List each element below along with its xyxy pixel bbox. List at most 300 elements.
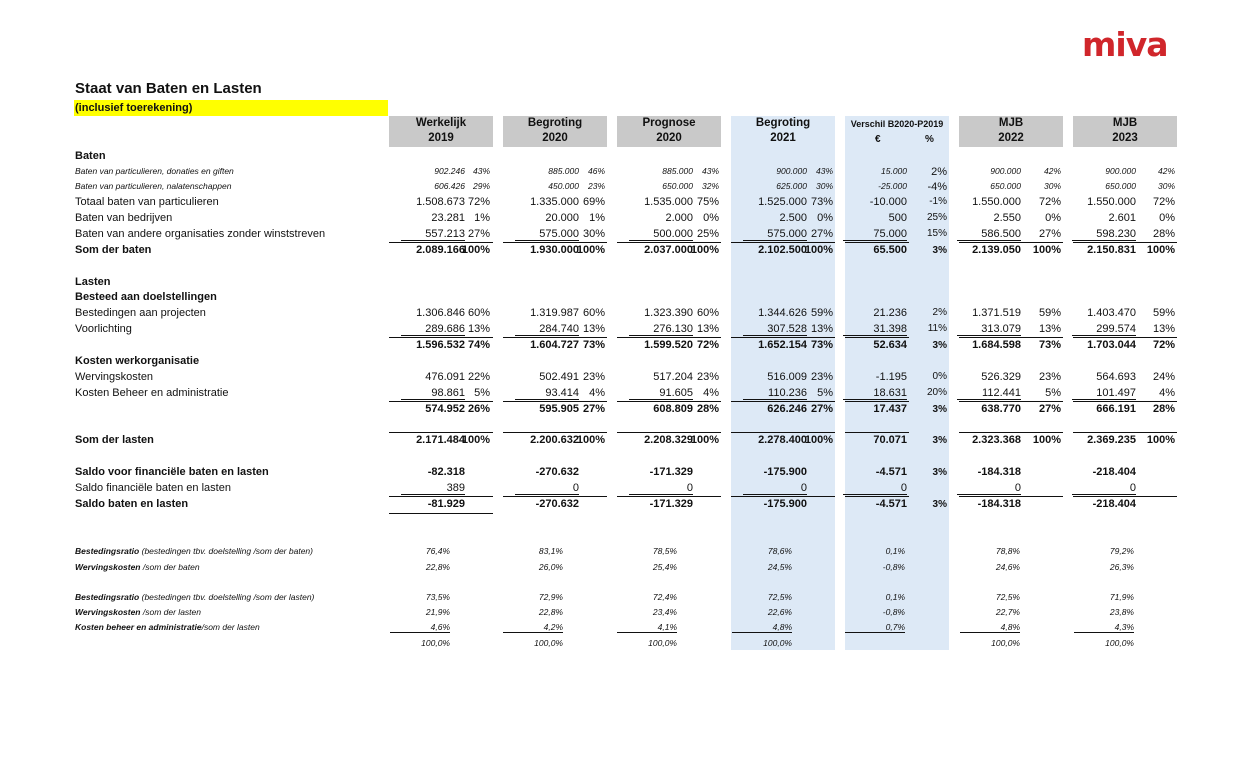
cell-value: 1.684.598 (972, 339, 1021, 351)
cell-value: 2.369.235 (1087, 434, 1136, 446)
cell-value: 517.204 (653, 371, 693, 383)
ratio-value: 0,7% (845, 622, 905, 633)
total-rule (617, 337, 721, 338)
ratio-value: 4,6% (390, 622, 450, 633)
cell-value: 2.278.400 (758, 434, 807, 446)
cell-percent: 13% (467, 323, 490, 335)
total-rule (617, 432, 721, 433)
cell-value: -175.900 (763, 498, 807, 510)
ratio-value: 76,4% (425, 546, 450, 556)
cell-value: 1.319.987 (530, 307, 579, 319)
ratio-label (75, 592, 314, 602)
cell-percent: 4% (589, 387, 605, 399)
cell-value: 666.191 (1096, 403, 1136, 415)
ratio-value: 26,3% (1109, 562, 1134, 572)
cell-value: 2.000 (665, 212, 693, 224)
col-header-werkelijk-2019: Werkelijk 2019 (389, 116, 493, 147)
cell-value: 500.000 (629, 228, 693, 241)
cell-value: 1.535.000 (644, 196, 693, 208)
total-rule (845, 432, 909, 433)
cell-value: 564.693 (1096, 371, 1136, 383)
cell-value: 650.000 (990, 181, 1021, 191)
cell-value: 31.398 (843, 323, 907, 336)
ratio-value: 72,5% (767, 592, 792, 602)
cell-percent: 1% (474, 212, 490, 224)
total-rule (959, 242, 1063, 243)
ratio-value: 100,0% (534, 638, 563, 648)
ratio-value: 26,0% (538, 562, 563, 572)
ratio-value: 22,8% (425, 562, 450, 572)
cell-value: 0 (957, 482, 1021, 495)
cell-percent: 4% (1159, 387, 1175, 399)
ratio-value: 22,8% (538, 607, 563, 617)
cell-percent: 32% (701, 181, 719, 191)
cell-value: 625.000 (776, 181, 807, 191)
cell-value: 1.550.000 (972, 196, 1021, 208)
cell-percent: 100% (804, 434, 833, 446)
row-label: Saldo financiële baten en lasten (75, 482, 231, 494)
col-header-begroting-2021: Begroting 2021 (731, 116, 835, 147)
cell-value: 1.508.673 (416, 196, 465, 208)
cell-percent: 27% (810, 228, 833, 240)
cell-percent: 46% (587, 166, 605, 176)
ratio-value: -0,8% (882, 607, 905, 617)
cell-percent: 28% (696, 403, 719, 415)
total-rule (389, 401, 493, 402)
cell-value: 1.550.000 (1087, 196, 1136, 208)
col-header-mjb-2022: MJB 2022 (959, 116, 1063, 147)
row-label: Som der baten (75, 244, 152, 256)
cell-value: 1.323.390 (644, 307, 693, 319)
cell-value: 2.500 (779, 212, 807, 224)
cell-percent: 100% (804, 244, 833, 256)
cell-percent: 0% (1045, 212, 1061, 224)
ratio-value: 22,6% (767, 607, 792, 617)
ratio-label-rest: /som der lasten (140, 607, 201, 617)
cell-value: 608.809 (653, 403, 693, 415)
cell-value: -218.404 (1092, 466, 1136, 478)
ratio-value: 78,6% (767, 546, 792, 556)
ratio-value: 25,4% (652, 562, 677, 572)
cell-value: 574.952 (425, 403, 465, 415)
ratio-value: 24,5% (767, 562, 792, 572)
cell-value: -184.318 (977, 498, 1021, 510)
cell-percent: 27% (1038, 403, 1061, 415)
ratio-value: 79,2% (1109, 546, 1134, 556)
cell-percent: 29% (472, 181, 490, 191)
cell-value: 1.403.470 (1087, 307, 1136, 319)
cell-value: 18.631 (843, 387, 907, 400)
cell-value: 15.000 (881, 166, 907, 176)
cell-value: 2.139.050 (972, 244, 1021, 256)
ratio-value: 73,5% (425, 592, 450, 602)
cell-percent: 3% (932, 499, 947, 510)
cell-value: 626.246 (767, 403, 807, 415)
total-rule (1073, 496, 1177, 497)
cell-value: 0 (843, 482, 907, 495)
total-rule (731, 496, 835, 497)
cell-percent: 13% (582, 323, 605, 335)
row-label: Baten van andere organisaties zonder winststreven (75, 228, 326, 240)
cell-percent: 73% (582, 339, 605, 351)
cell-value: 1.652.154 (758, 339, 807, 351)
ratio-label (75, 622, 260, 632)
cell-percent: 100% (690, 244, 719, 256)
cell-percent: 22% (467, 371, 490, 383)
cell-value: 91.605 (629, 387, 693, 400)
col-header-prognose-2020: Prognose 2020 (617, 116, 721, 147)
cell-percent: 100% (1146, 244, 1175, 256)
cell-value: 1.703.044 (1087, 339, 1136, 351)
cell-value: 902.246 (434, 166, 465, 176)
cell-percent: -4% (927, 181, 947, 193)
ratio-value: 78,5% (652, 546, 677, 556)
cell-value: 575.000 (743, 228, 807, 241)
cell-percent: 28% (1152, 403, 1175, 415)
cell-percent: 100% (576, 434, 605, 446)
cell-percent: 13% (1038, 323, 1061, 335)
cell-percent: 11% (927, 323, 947, 334)
page-title: Staat van Baten en Lasten (75, 80, 262, 97)
total-rule (845, 242, 909, 243)
cell-value: -25.000 (878, 181, 907, 191)
cell-value: 638.770 (981, 403, 1021, 415)
cell-percent: 13% (810, 323, 833, 335)
ratio-value: -0,8% (882, 562, 905, 572)
cell-value: 70.071 (873, 434, 907, 446)
cell-percent: 13% (696, 323, 719, 335)
cell-value: 650.000 (1105, 181, 1136, 191)
cell-percent: 13% (1152, 323, 1175, 335)
cell-percent: 23% (587, 181, 605, 191)
cell-percent: 24% (1152, 371, 1175, 383)
ratio-value: 4,8% (960, 622, 1020, 633)
total-rule (617, 496, 721, 497)
cell-percent: 69% (582, 196, 605, 208)
ratio-label-bold: Kosten beheer en administratie (75, 622, 202, 632)
cell-value: 526.329 (981, 371, 1021, 383)
cell-value: 885.000 (548, 166, 579, 176)
ratio-value: 100,0% (991, 638, 1020, 648)
cell-percent: 15% (926, 228, 947, 239)
cell-percent: 30% (815, 181, 833, 191)
cell-percent: 23% (582, 371, 605, 383)
ratio-value: 4,1% (617, 622, 677, 633)
cell-percent: 30% (1157, 181, 1175, 191)
cell-value: 98.861 (401, 387, 465, 400)
row-label: Baten van bedrijven (75, 212, 173, 224)
row-label: Bestedingen aan projecten (75, 307, 206, 319)
ratio-value: 4,2% (503, 622, 563, 633)
cell-value: -1.195 (875, 371, 907, 383)
cell-value: -171.329 (649, 466, 693, 478)
cell-value: 65.500 (873, 244, 907, 256)
cell-value: 476.091 (425, 371, 465, 383)
total-rule (959, 432, 1063, 433)
cell-value: 2.208.329 (644, 434, 693, 446)
ratio-label-rest: /som der baten (140, 562, 200, 572)
ratio-value: 100,0% (421, 638, 450, 648)
cell-percent: 25% (926, 212, 947, 223)
total-rule (1073, 432, 1177, 433)
ratio-value: 100,0% (763, 638, 792, 648)
row-label: Baten van particulieren, donaties en giften (75, 166, 234, 176)
page-subtitle: (inclusief toerekening) (74, 100, 388, 116)
cell-value: 313.079 (957, 323, 1021, 336)
cell-percent: 27% (582, 403, 605, 415)
cell-percent: 3% (932, 467, 947, 478)
cell-percent: 100% (1146, 434, 1175, 446)
cell-value: 598.230 (1072, 228, 1136, 241)
cell-value: 450.000 (548, 181, 579, 191)
cell-percent: 72% (1152, 196, 1175, 208)
cell-value: 0 (743, 482, 807, 495)
cell-percent: 72% (696, 339, 719, 351)
cell-value: 23.281 (431, 212, 465, 224)
cell-percent: 42% (1157, 166, 1175, 176)
miva-logo: miva (1082, 25, 1168, 64)
ratio-value: 24,6% (995, 562, 1020, 572)
cell-percent: 0% (817, 212, 833, 224)
cell-value: 606.426 (434, 181, 465, 191)
cell-value: 900.000 (776, 166, 807, 176)
cell-value: 17.437 (873, 403, 907, 415)
ratio-value: 83,1% (538, 546, 563, 556)
cell-value: 1.306.846 (416, 307, 465, 319)
total-rule (959, 337, 1063, 338)
cell-value: 557.213 (401, 228, 465, 241)
cell-percent: 4% (703, 387, 719, 399)
cell-value: 1.604.727 (530, 339, 579, 351)
cell-percent: 60% (467, 307, 490, 319)
cell-percent: 2% (931, 166, 947, 178)
cell-value: 900.000 (990, 166, 1021, 176)
cell-percent: 27% (810, 403, 833, 415)
row-label: Totaal baten van particulieren (75, 196, 219, 208)
cell-value: 516.009 (767, 371, 807, 383)
total-rule (503, 401, 607, 402)
cell-percent: 30% (582, 228, 605, 240)
total-rule (731, 242, 835, 243)
cell-value: 276.130 (629, 323, 693, 336)
cell-value: 595.905 (539, 403, 579, 415)
col-header-begroting-2020: Begroting 2020 (503, 116, 607, 147)
cell-value: 2.089.166 (416, 244, 465, 256)
cell-value: 1.930.000 (530, 244, 579, 256)
cell-percent: 27% (1038, 228, 1061, 240)
cell-value: 500 (888, 212, 907, 224)
total-rule (389, 432, 493, 433)
ratio-value: 78,8% (995, 546, 1020, 556)
col-header-mjb-2023: MJB 2023 (1073, 116, 1177, 147)
cell-value: -270.632 (535, 466, 579, 478)
cell-value: -218.404 (1092, 498, 1136, 510)
cell-percent: 20% (926, 387, 947, 398)
ratio-value: 71,9% (1109, 592, 1134, 602)
cell-percent: 100% (1032, 434, 1061, 446)
end-rule (389, 513, 493, 514)
total-rule (845, 401, 909, 402)
cell-percent: 43% (815, 166, 833, 176)
cell-percent: 2% (932, 307, 947, 318)
cell-percent: 5% (474, 387, 490, 399)
total-rule (389, 496, 493, 497)
cell-percent: 75% (696, 196, 719, 208)
ratio-label-bold: Bestedingsratio (75, 546, 140, 556)
cell-percent: 73% (810, 196, 833, 208)
cell-value: 20.000 (545, 212, 579, 224)
cell-percent: 3% (932, 404, 947, 415)
cell-value: 1.335.000 (530, 196, 579, 208)
cell-percent: 3% (932, 435, 947, 446)
cell-percent: 100% (1032, 244, 1061, 256)
cell-percent: 100% (461, 434, 490, 446)
cell-percent: 23% (696, 371, 719, 383)
cell-value: 1.344.626 (758, 307, 807, 319)
ratio-label (75, 562, 200, 572)
cell-value: -171.329 (649, 498, 693, 510)
cell-percent: 72% (1152, 339, 1175, 351)
total-rule (959, 401, 1063, 402)
total-rule (617, 242, 721, 243)
cell-value: 284.740 (515, 323, 579, 336)
cell-percent: 60% (696, 307, 719, 319)
total-rule (503, 242, 607, 243)
total-rule (503, 337, 607, 338)
row-label: Baten van particulieren, nalatenschappen (75, 181, 232, 191)
cell-value: 2.102.500 (758, 244, 807, 256)
cell-percent: 73% (810, 339, 833, 351)
cell-percent: 5% (1045, 387, 1061, 399)
cell-value: -4.571 (875, 498, 907, 510)
row-label: Som der lasten (75, 434, 154, 446)
cell-value: 1.596.532 (416, 339, 465, 351)
cell-value: -4.571 (875, 466, 907, 478)
total-rule (959, 496, 1063, 497)
total-rule (617, 401, 721, 402)
cell-value: 2.171.484 (416, 434, 465, 446)
ratio-label-rest: (bestedingen tbv. doelstelling /som der baten) (139, 546, 313, 556)
cell-value: 52.634 (873, 339, 907, 351)
ratio-label-rest: /som der lasten (201, 622, 260, 632)
cell-value: 0 (1072, 482, 1136, 495)
cell-value: 1.371.519 (972, 307, 1021, 319)
cell-percent: 59% (1038, 307, 1061, 319)
cell-percent: 59% (810, 307, 833, 319)
ratio-value: 72,4% (652, 592, 677, 602)
cell-value: -81.929 (427, 498, 465, 510)
cell-percent: 72% (1038, 196, 1061, 208)
total-rule (1073, 242, 1177, 243)
cell-value: 2.037.000 (644, 244, 693, 256)
cell-percent: 3% (932, 245, 947, 256)
ratio-label-bold: Wervingskosten (75, 607, 141, 617)
ratio-label-bold: Bestedingsratio (75, 592, 140, 602)
cell-percent: 59% (1152, 307, 1175, 319)
cell-value: 112.441 (957, 387, 1021, 400)
cell-value: 575.000 (515, 228, 579, 241)
cell-value: 502.491 (539, 371, 579, 383)
cell-percent: 100% (690, 434, 719, 446)
total-rule (731, 432, 835, 433)
row-label: Saldo voor financiële baten en lasten (75, 466, 269, 478)
cell-percent: 0% (932, 371, 947, 382)
cell-percent: 73% (1038, 339, 1061, 351)
total-rule (731, 401, 835, 402)
cell-value: 1.525.000 (758, 196, 807, 208)
ratio-label (75, 546, 313, 556)
cell-percent: 72% (467, 196, 490, 208)
total-rule (731, 337, 835, 338)
cell-value: 0 (515, 482, 579, 495)
total-rule (389, 242, 493, 243)
cell-value: 2.323.368 (972, 434, 1021, 446)
cell-percent: 30% (1043, 181, 1061, 191)
cell-percent: 3% (932, 340, 947, 351)
cell-percent: 0% (1159, 212, 1175, 224)
ratio-value: 100,0% (1105, 638, 1134, 648)
ratio-value: 4,3% (1074, 622, 1134, 633)
cell-percent: -1% (929, 196, 947, 207)
cell-percent: 74% (467, 339, 490, 351)
ratio-value: 0,1% (885, 546, 905, 556)
cell-percent: 100% (461, 244, 490, 256)
cell-value: 2.601 (1108, 212, 1136, 224)
cell-percent: 0% (703, 212, 719, 224)
cell-value: 299.574 (1072, 323, 1136, 336)
cell-value: 389 (401, 482, 465, 495)
row-label: Voorlichting (75, 323, 132, 335)
cell-value: 2.150.831 (1087, 244, 1136, 256)
cell-percent: 60% (582, 307, 605, 319)
cell-value: 75.000 (843, 228, 907, 241)
cell-value: 2.550 (993, 212, 1021, 224)
ratio-value: 0,1% (885, 592, 905, 602)
total-rule (503, 496, 607, 497)
cell-percent: 27% (467, 228, 490, 240)
ratio-label-rest: (bestedingen tbv. doelstelling /som der lasten) (139, 592, 315, 602)
cell-percent: 23% (1038, 371, 1061, 383)
cell-value: -270.632 (535, 498, 579, 510)
cell-percent: 5% (817, 387, 833, 399)
cell-value: 1.599.520 (644, 339, 693, 351)
row-label: Saldo baten en lasten (75, 498, 189, 510)
ratio-value: 100,0% (648, 638, 677, 648)
cell-value: 2.200.632 (530, 434, 579, 446)
row-label: Kosten Beheer en administratie (75, 387, 229, 399)
cell-percent: 43% (472, 166, 490, 176)
cell-value: 885.000 (662, 166, 693, 176)
cell-value: -82.318 (427, 466, 465, 478)
ratio-value: 4,8% (732, 622, 792, 633)
section-baten: Baten (75, 150, 106, 162)
total-rule (1073, 401, 1177, 402)
total-rule (845, 496, 909, 497)
cell-percent: 28% (1152, 228, 1175, 240)
row-label: Wervingskosten (75, 371, 154, 383)
section-lasten: Lasten (75, 276, 111, 288)
cell-value: 650.000 (662, 181, 693, 191)
total-rule (389, 337, 493, 338)
cell-value: 0 (629, 482, 693, 495)
cell-percent: 26% (467, 403, 490, 415)
cell-percent: 1% (589, 212, 605, 224)
cell-value: 110.236 (743, 387, 807, 400)
cell-value: -184.318 (977, 466, 1021, 478)
cell-value: 307.528 (743, 323, 807, 336)
ratio-value: 21,9% (425, 607, 450, 617)
cell-percent: 100% (576, 244, 605, 256)
